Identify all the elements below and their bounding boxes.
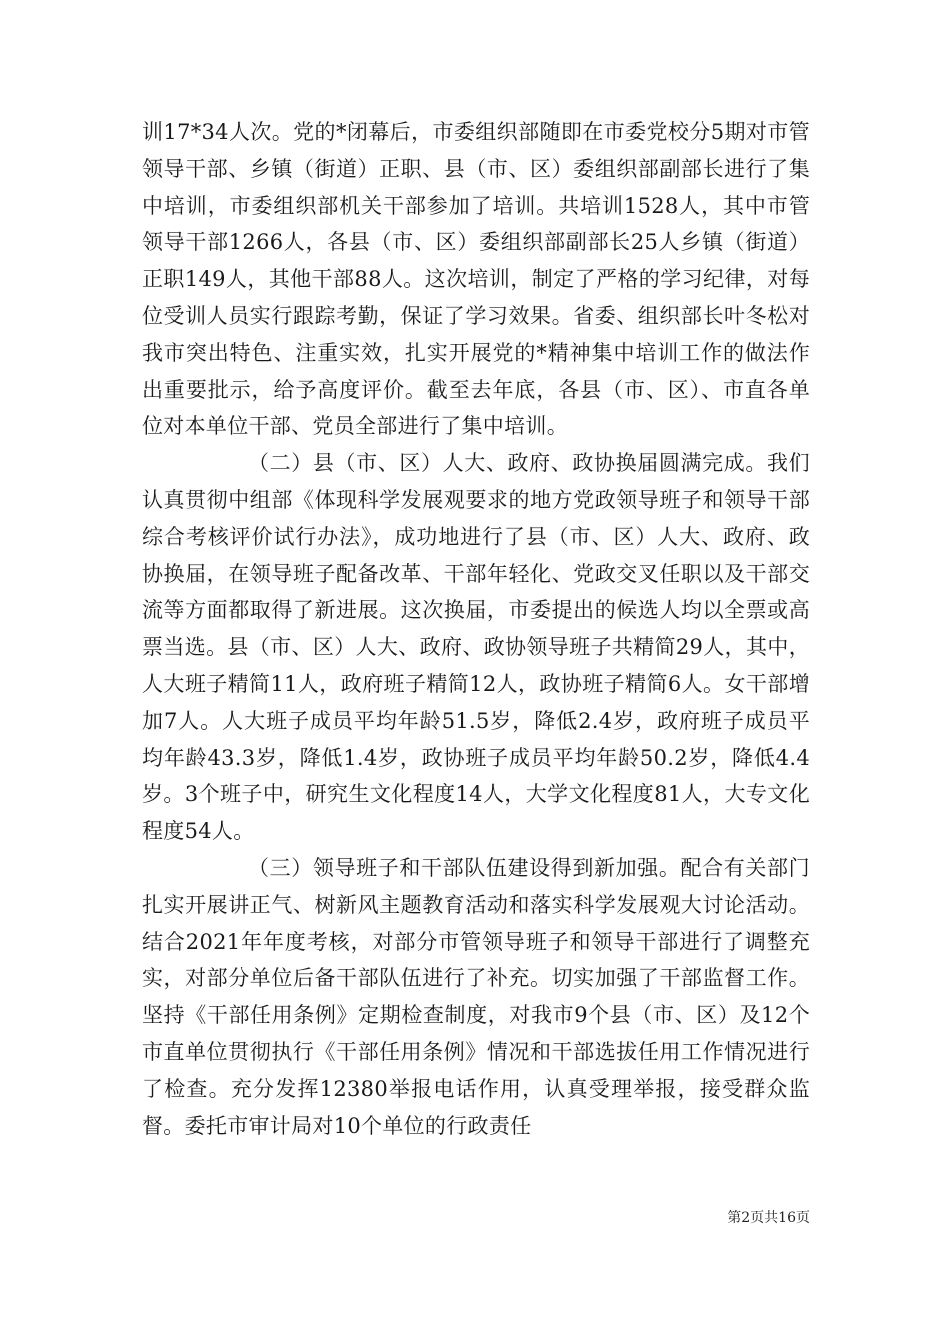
paragraph-election: （二）县（市、区）人大、政府、政协换届圆满完成。我们认真贯彻中组部《体现科学发展观要求的地方党政领导班子和领导干部综合考核评价试行办法》，成功地进行了县（市、区）人大、政府、政协换届，在领导班子配备改革、干部年轻化、党政交叉任职以及干部交流等方面都取得了新进展。这次换届，市委提出的候选人均以全票或高票当选。县（市、区）人大、政府、政协领导班子共精简29人，其中，人大班子精简11人，政府班子精简12人，政协班子精简6人。女干部增加7人。人大班子成员平均年龄51.5岁，降低2.4岁，政府班子成员平均年龄43.3岁，降低1.4岁，政协班子成员平均年龄50.2岁，降低4.4岁。3个班子中，研究生文化程度14人，大学文化程度81人，大专文化程度54人。 (142, 451, 810, 844)
document-body (142, 114, 810, 1144)
paragraph-training: 训17*34人次。党的*闭幕后，市委组织部随即在市委党校分5期对市管领导干部、乡镇（街道）正职、县（市、区）委组织部副部长进行了集中培训，市委组织部机关干部参加了培训。共培训1528人，其中市管领导干部1266人，各县（市、区）委组织部副部长25人乡镇（街道）正职149人，其他干部88人。这次培训，制定了严格的学习纪律，对每位受训人员实行跟踪考勤，保证了学习效果。省委、组织部长叶冬松对我市突出特色、注重实效，扎实开展党的*精神集中培训工作的做法作出重要批示，给予高度评价。截至去年底，各县（市、区）、市直各单位对本单位干部、党员全部进行了集中培训。 (142, 120, 810, 439)
paragraph-leadership: （三）领导班子和干部队伍建设得到新加强。配合有关部门扎实开展讲正气、树新风主题教育活动和落实科学发展观大讨论活动。结合2021年年度考核，对部分市管领导班子和领导干部进行了调整充实，对部分单位后备干部队伍进行了补充。切实加强了干部监督工作。坚持《干部任用条例》定期检查制度，对我市9个县（市、区）及12个市直单位贯彻执行《干部任用条例》情况和干部选拔任用工作情况进行了检查。充分发挥12380举报电话作用，认真受理举报，接受群众监督。委托市审计局对10个单位的行政责任 (142, 855, 810, 1138)
page-number-footer: 第2页共16页 (727, 1210, 810, 1226)
